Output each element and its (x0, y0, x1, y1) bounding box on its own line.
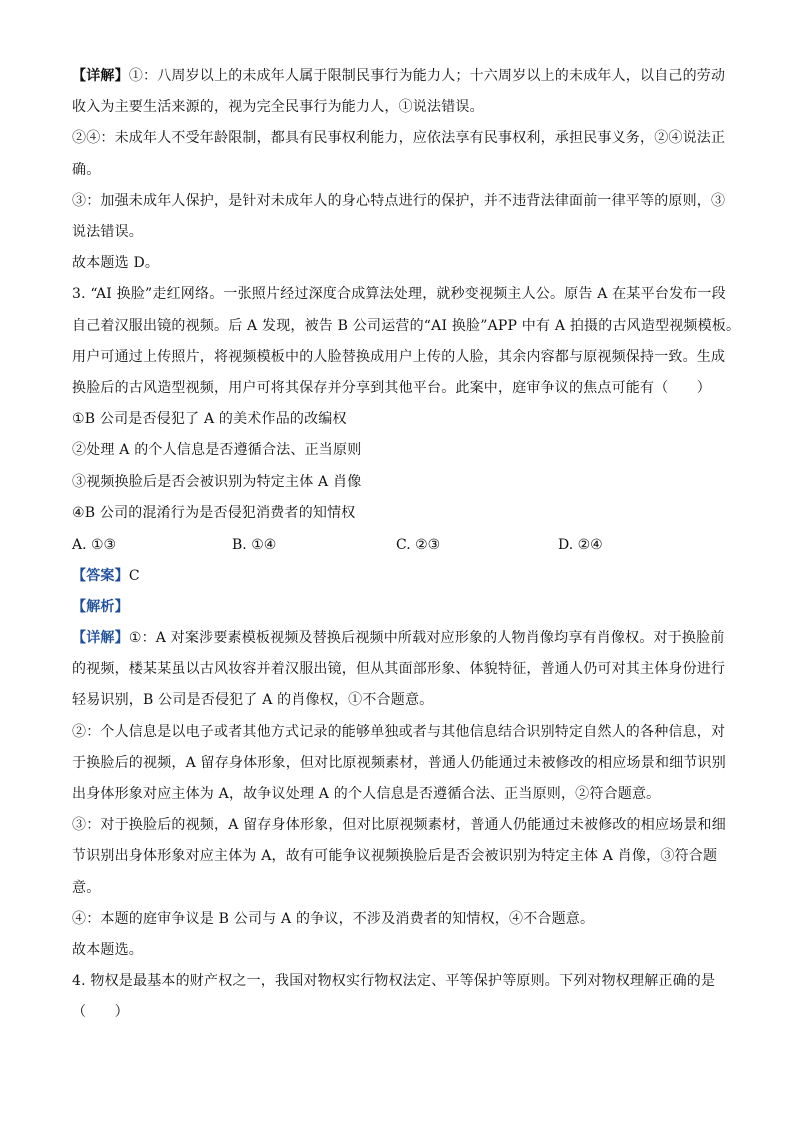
text-line (72, 378, 732, 398)
line-text: 换脸后的古风造型视频，用户可将其保存并分享到其他平台。此案中，庭审争议的焦点可能有（ ） (72, 380, 711, 396)
section-tag: 【详解】 (72, 630, 129, 646)
line-text: ②：个人信息是以电子或者其他方式记录的能够单独或者与其他信息结合识别特定自然人的各种信息，对 (72, 723, 726, 740)
text-line (72, 191, 732, 211)
option-d: D. ②④ (558, 537, 603, 553)
section-tag: 【详解】 (72, 68, 129, 84)
text-line (72, 440, 732, 460)
text-line (72, 472, 732, 492)
text-line (72, 753, 732, 773)
text-line (72, 722, 732, 742)
line-text: 节识别出身体形象对应主体为 A，故有可能争议视频换脸后是否会被识别为特定主体 A 肖像，③符合题 (72, 848, 718, 865)
answer-tag: 【答案】 (72, 568, 129, 584)
line-text: 故本题选 D。 (72, 255, 160, 272)
text-line (72, 160, 732, 180)
line-text: 出身体形象对应主体为 A，故争议处理 A 的个人信息是否遵循合法、正当原则，②符合题意。 (72, 786, 661, 802)
text-line (72, 1002, 732, 1022)
line-text: （ ） (72, 1004, 129, 1021)
text-line (72, 222, 732, 242)
line-text: ②④：未成年人不受年龄限制，都具有民事权利能力，应依法享有民事权利，承担民事义务，②④说法正 (72, 130, 726, 147)
text-line (72, 503, 732, 523)
line-text: ②处理 A 的个人信息是否遵循合法、正当原则 (72, 442, 362, 459)
text-line (72, 409, 732, 429)
text-line (72, 815, 732, 835)
line-text: ①：A 对案涉要素模板视频及替换后视频中所载对应形象的人物肖像均享有肖像权。对于换脸前 (128, 630, 725, 646)
text-line (72, 253, 732, 273)
line-text: 的视频，楼某某虽以古风妆容并着汉服出镜，但从其面部形象、体貌特征，普通人仍可对其主体身份进行 (72, 661, 726, 678)
line-text: 确。 (72, 161, 101, 178)
text-line (72, 878, 732, 898)
answer-line (72, 566, 732, 586)
answer-value: C (128, 568, 140, 584)
text-line (72, 940, 732, 960)
text-line (72, 128, 732, 148)
option-b: B. ①④ (232, 537, 277, 553)
text-line (72, 971, 732, 991)
text-line (72, 347, 732, 367)
line-text: 3. “AI 换脸”走红网络。一张照片经过深度合成算法处理，就秒变视频主人公。原告 A 在某平台发布一段 (72, 286, 726, 303)
text-line (72, 784, 732, 804)
analysis-heading: 【解析】 (72, 599, 129, 615)
line-text: 4. 物权是最基本的财产权之一，我国对物权实行物权法定、平等保护等原则。下列对物权理解正确的是 (72, 973, 716, 990)
line-text: 故本题选。 (72, 942, 143, 958)
text-line (72, 97, 732, 117)
line-text: ③视频换脸后是否会被识别为特定主体 A 肖像 (72, 473, 362, 490)
line-text: ③：加强未成年人保护，是针对未成年人的身心特点进行的保护，并不违背法律面前一律平等的原则，③ (72, 192, 726, 209)
line-text: 收入为主要生活来源的，视为完全民事行为能力人，①说法错误。 (72, 99, 484, 116)
text-line (72, 66, 732, 86)
text-line (72, 690, 732, 710)
line-text: 意。 (72, 879, 101, 896)
line-text: ④B 公司的混淆行为是否侵犯消费者的知情权 (72, 504, 356, 521)
text-line (72, 909, 732, 929)
text-line (72, 284, 732, 304)
option-a: A. ①③ (72, 537, 117, 553)
text-line (72, 659, 732, 679)
line-text: 轻易识别，B 公司是否侵犯了 A 的肖像权，①不合题意。 (72, 692, 434, 709)
line-text: 用户可通过上传照片，将视频模板中的人脸替换成用户上传的人脸，其余内容都与原视频保持一致。生成 (72, 348, 726, 365)
line-text: ③：对于换脸后的视频，A 留存身体形象，但对比原视频素材，普通人仍能通过未被修改的相应场景和细 (72, 817, 726, 834)
line-text: 说法错误。 (72, 224, 143, 240)
text-line (72, 846, 732, 866)
text-line (72, 628, 732, 648)
line-text: 自己着汉服出镜的视频。后 A 发现，被告 B 公司运营的“AI 换脸”APP 中有 A 拍摄的古风造型视频模板。 (72, 317, 741, 334)
line-text: ①：八周岁以上的未成年人属于限制民事行为能力人；十六周岁以上的未成年人，以自己的劳动 (128, 68, 726, 84)
line-text: ①B 公司是否侵犯了 A 的美术作品的改编权 (72, 411, 347, 428)
line-text: 于换脸后的视频，A 留存身体形象，但对比原视频素材，普通人仍能通过未被修改的相应场景和细节识别 (72, 754, 726, 771)
option-c: C. ②③ (396, 537, 441, 553)
text-line (72, 316, 741, 336)
line-text: ④：本题的庭审争议是 B 公司与 A 的争议，不涉及消费者的知情权，④不合题意。 (72, 910, 595, 927)
